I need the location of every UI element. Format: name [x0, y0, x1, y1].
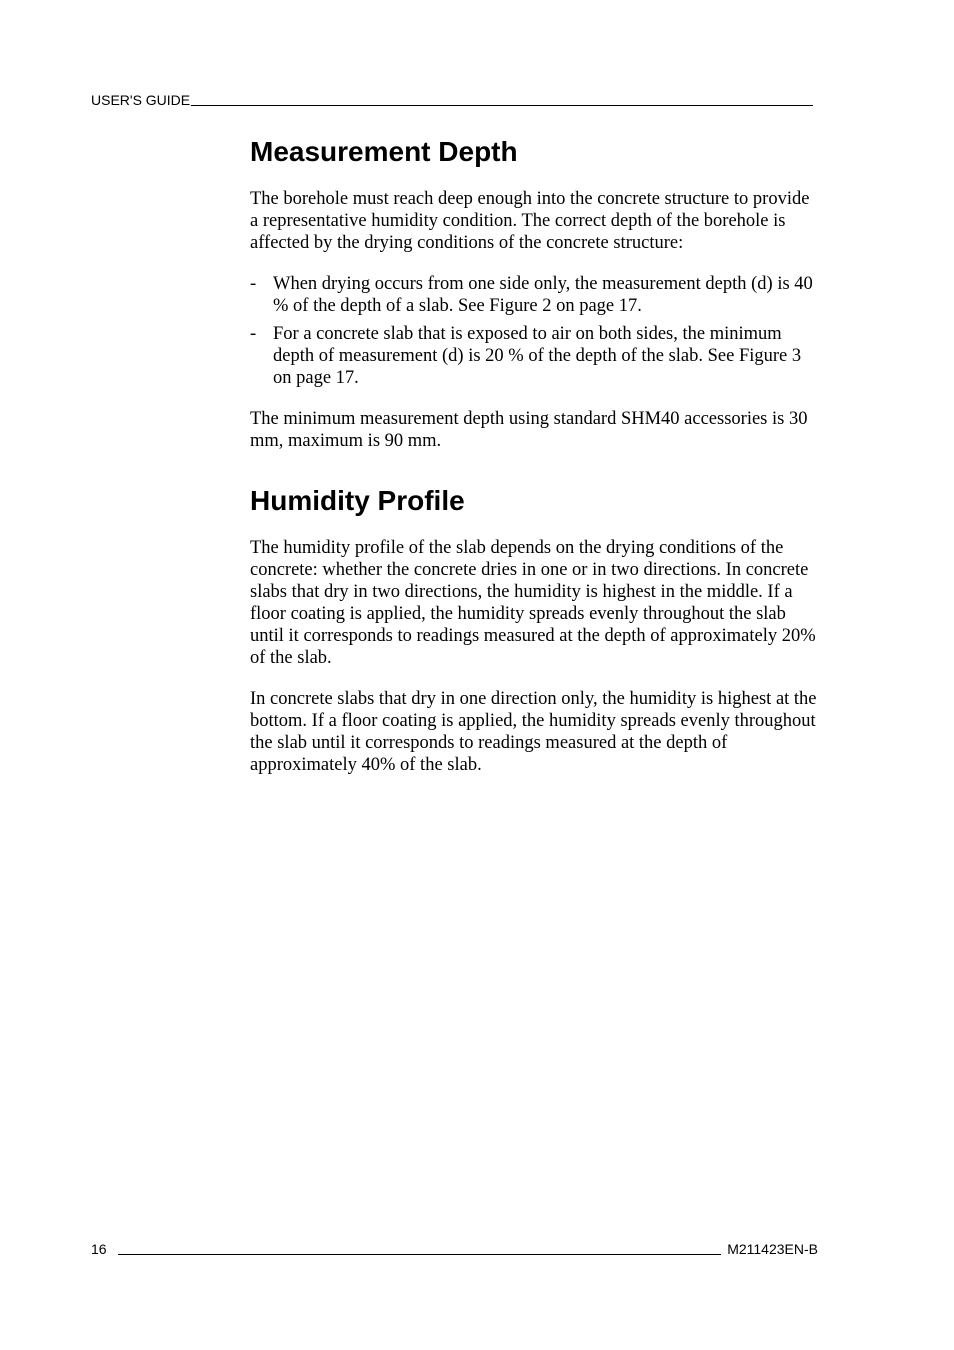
dash-list — [250, 273, 820, 389]
list-item-text: For a concrete slab that is exposed to air on both sides, the minimum depth of measurement (d) is 20 % of the depth of the slab. See Figure 3 on page 17. — [273, 324, 802, 388]
main-content — [250, 134, 820, 795]
dash-bullet: - — [250, 324, 257, 344]
paragraph-humidity-2: In concrete slabs that dry in one direction only, the humidity is highest at the bottom. If a floor coating is applied, the humidity spreads evenly throughout the slab until it corresponds to readings measured at the depth of approximately 40% of the slab. — [250, 689, 817, 775]
header-rule — [191, 105, 813, 106]
paragraph-closing: The minimum measurement depth using standard SHM40 accessories is 30 mm, maximum is 90 mm. — [250, 409, 808, 451]
footer-rule — [118, 1254, 722, 1255]
paragraph-intro: The borehole must reach deep enough into the concrete structure to provide a representative humidity condition. The correct depth of the borehole is affected by the drying conditions of the concrete structure: — [250, 189, 810, 253]
dash-bullet: - — [250, 274, 257, 294]
heading-humidity-profile: Humidity Profile — [250, 485, 465, 516]
heading-measurement-depth: Measurement Depth — [250, 136, 518, 167]
list-item — [250, 323, 820, 389]
page-number: 16 — [91, 1241, 107, 1257]
header-title: USER'S GUIDE — [91, 92, 191, 108]
running-footer — [91, 1240, 818, 1258]
document-code: M211423EN-B — [727, 1241, 818, 1257]
paragraph-humidity-1: The humidity profile of the slab depends on the drying conditions of the concrete: whether the concrete dries in one or in two directions. In concrete slabs that dry in two directions, the humidity is highest in the middle. If a floor coating is applied, the humidity spreads evenly throughout the slab until it corresponds to readings measured at the depth of approximately 20% of the slab. — [250, 538, 816, 668]
list-item — [250, 273, 820, 317]
list-item-text: When drying occurs from one side only, the measurement depth (d) is 40 % of the depth of a slab. See Figure 2 on page 17. — [273, 274, 813, 316]
running-header — [91, 91, 813, 109]
